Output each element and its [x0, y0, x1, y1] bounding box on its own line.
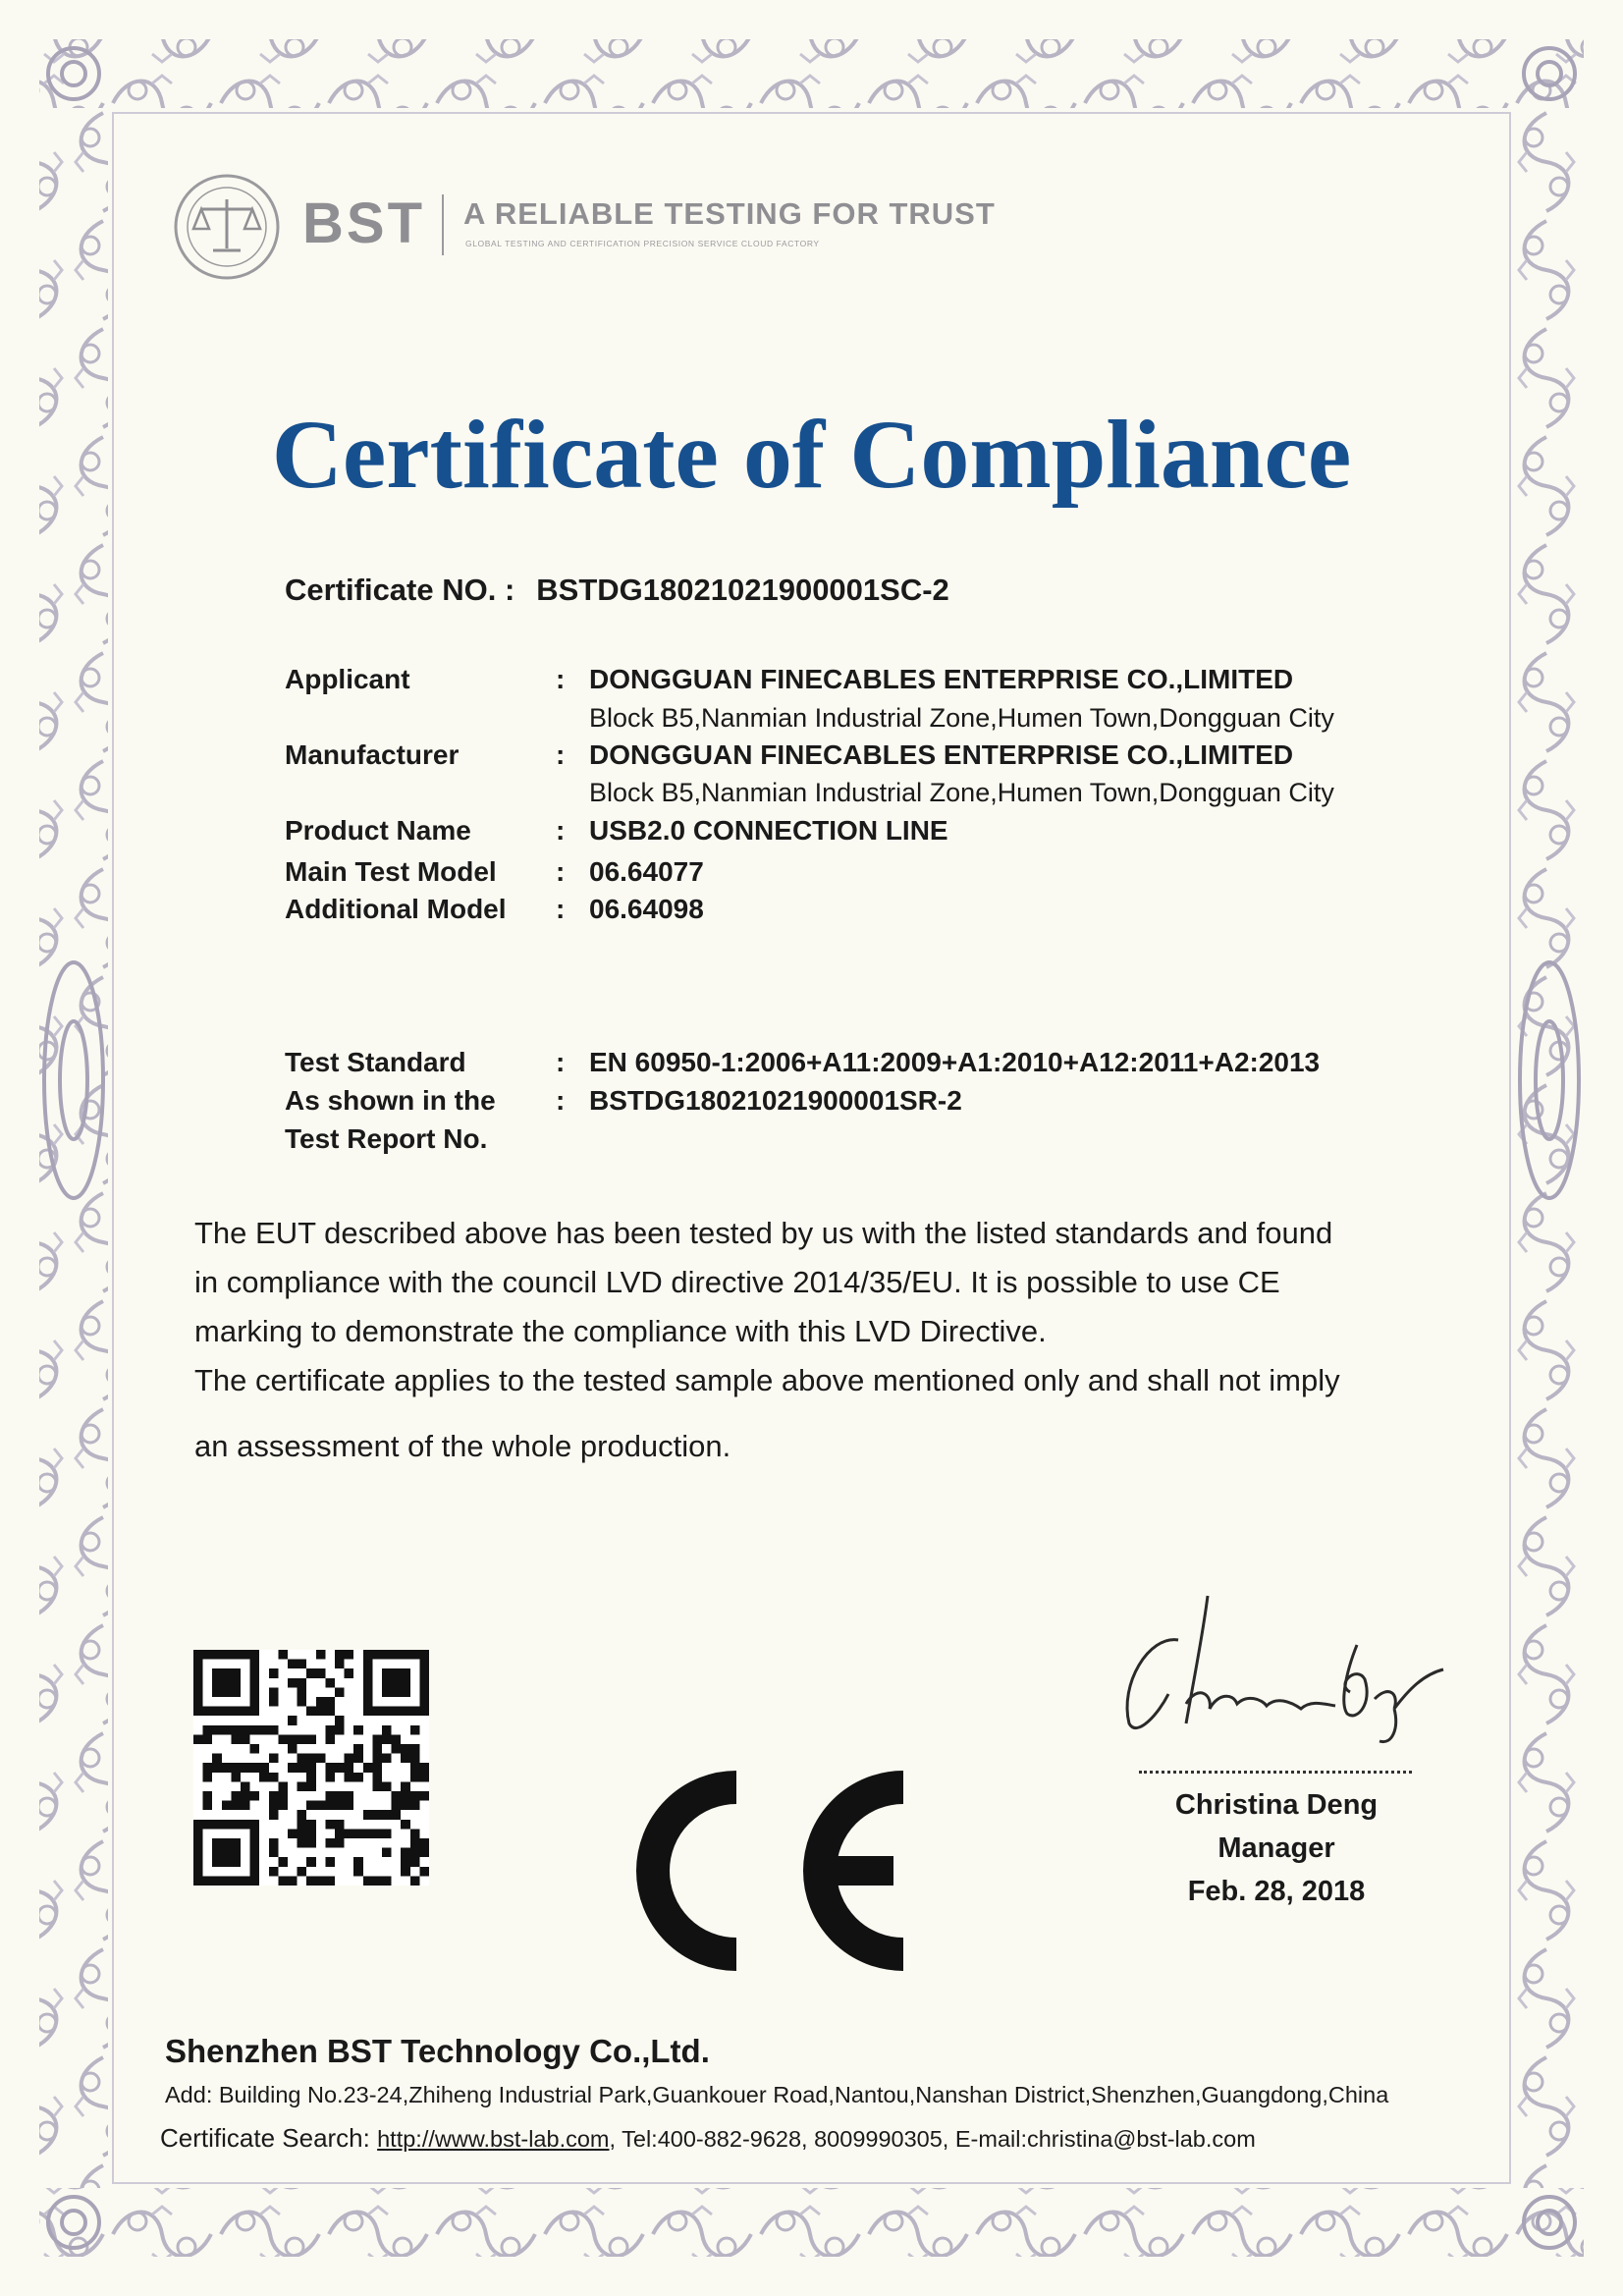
- applicant-name: DONGGUAN FINECABLES ENTERPRISE CO.,LIMITED: [589, 664, 1294, 694]
- additional-model-label: Additional Model: [285, 894, 507, 924]
- test-report-value: BSTDG18021021900001SR-2: [589, 1085, 962, 1116]
- signatory-title: Manager: [1217, 1832, 1335, 1864]
- manufacturer-name: DONGGUAN FINECABLES ENTERPRISE CO.,LIMITED: [589, 739, 1294, 770]
- test-report-label-line1: As shown in the: [285, 1085, 496, 1116]
- separator-colon: :: [556, 664, 566, 694]
- ce-mark-icon: [599, 1758, 923, 1984]
- additional-model-value: 06.64098: [589, 894, 704, 924]
- applicant-address: Block B5,Nanmian Industrial Zone,Humen Town,Dongguan City: [589, 703, 1334, 733]
- issuer-address: Add: Building No.23-24,Zhiheng Industrial Park,Guankouer Road,Nantou,Nanshan District,Shenzhen,Guangdong,China: [165, 2082, 1389, 2107]
- certificate-number-label: Certificate NO. :: [285, 573, 515, 607]
- separator-colon: :: [556, 815, 566, 846]
- sub-tagline: GLOBAL TESTING AND CERTIFICATION PRECISION SERVICE CLOUD FACTORY: [465, 239, 820, 248]
- separator-colon: :: [556, 1047, 566, 1077]
- body-text-line: marking to demonstrate the compliance with this LVD Directive.: [194, 1314, 1047, 1348]
- test-standard-value: EN 60950-1:2006+A11:2009+A1:2010+A12:2011+A2:2013: [589, 1047, 1321, 1077]
- product-name-value: USB2.0 CONNECTION LINE: [589, 815, 948, 846]
- applicant-label: Applicant: [285, 664, 410, 694]
- manufacturer-label: Manufacturer: [285, 739, 460, 770]
- separator-colon: :: [556, 739, 566, 770]
- brand-divider: [442, 194, 444, 255]
- certificate-number-row: [285, 573, 949, 608]
- product-name-label: Product Name: [285, 815, 471, 846]
- certificate-search-row: [160, 2123, 1256, 2154]
- body-text-line: The certificate applies to the tested sample above mentioned only and shall not imply: [194, 1363, 1340, 1397]
- body-text-line: in compliance with the council LVD directive 2014/35/EU. It is possible to use CE: [194, 1265, 1280, 1299]
- certificate-search-label: Certificate Search:: [160, 2123, 370, 2153]
- issuer-company: Shenzhen BST Technology Co.,Ltd.: [165, 2033, 710, 2069]
- signature-line: [1139, 1771, 1412, 1774]
- website-link[interactable]: http://www.bst-lab.com: [377, 2126, 610, 2152]
- certificate-title: Certificate of Compliance: [271, 400, 1352, 509]
- separator-colon: :: [556, 856, 566, 887]
- scales-of-justice-seal-icon: [172, 172, 282, 282]
- test-report-label-line2: Test Report No.: [285, 1123, 488, 1154]
- contact-info: , Tel:400-882-9628, 8009990305, E-mail:christina@bst-lab.com: [609, 2126, 1256, 2152]
- body-text-line: The EUT described above has been tested by us with the listed standards and found: [194, 1216, 1333, 1250]
- body-text-line: an assessment of the whole production.: [194, 1429, 731, 1463]
- qr-code-icon[interactable]: [193, 1650, 429, 1886]
- main-test-model-label: Main Test Model: [285, 856, 497, 887]
- brand-name: BST: [302, 191, 425, 255]
- certificate-number-value: BSTDG18021021900001SC-2: [536, 573, 949, 607]
- test-standard-label: Test Standard: [285, 1047, 466, 1077]
- separator-colon: :: [556, 894, 566, 924]
- manufacturer-address: Block B5,Nanmian Industrial Zone,Humen Town,Dongguan City: [589, 778, 1334, 807]
- handwritten-signature: [1100, 1576, 1473, 1748]
- signature-date: Feb. 28, 2018: [1187, 1876, 1366, 1907]
- signatory-name: Christina Deng: [1174, 1789, 1379, 1821]
- separator-colon: :: [556, 1085, 566, 1116]
- tagline: A RELIABLE TESTING FOR TRUST: [463, 196, 996, 231]
- main-test-model-value: 06.64077: [589, 856, 704, 887]
